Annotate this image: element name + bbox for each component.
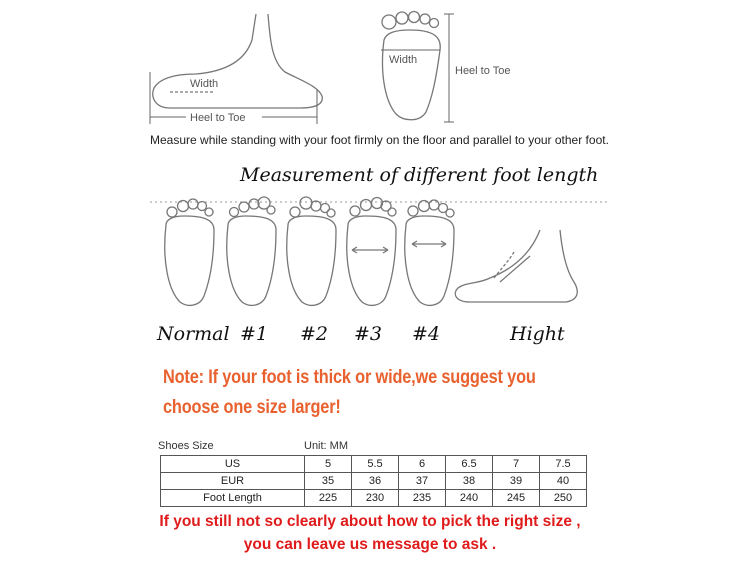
table-cell: 40 [540,473,587,490]
table-cell: 38 [446,473,493,490]
table-row [161,473,587,490]
table-cell: 5.5 [352,456,399,473]
table-cell: 35 [305,473,352,490]
foot-type-label-high: Hight [510,323,565,345]
row-header-foot-length: Foot Length [161,490,305,507]
top-width-label: Width [389,54,418,66]
foot-type-label-3: #3 [354,323,383,345]
table-cell: 240 [446,490,493,507]
table-cell: 5 [305,456,352,473]
foot-type-2-icon [287,197,336,305]
side-foot-illustration [153,14,323,108]
table-cell: 245 [493,490,540,507]
foot-length-heading: Measurement of different foot length [240,164,599,186]
size-table-caption: Shoes Size [158,440,214,452]
table-row [161,456,587,473]
size-table [160,455,587,507]
table-cell: 6.5 [446,456,493,473]
measurement-diagram [0,0,740,135]
side-width-label: Width [190,78,219,90]
foot-type-label-2: #2 [300,323,329,345]
help-message-line2: you can leave us message to ask . [243,536,497,553]
table-cell: 225 [305,490,352,507]
table-cell: 235 [399,490,446,507]
table-cell: 250 [540,490,587,507]
foot-high-arch-icon [455,230,577,302]
table-cell: 6 [399,456,446,473]
row-header-eur: EUR [161,473,305,490]
table-cell: 230 [352,490,399,507]
top-heel-label: Heel to Toe [455,65,511,77]
size-note-line1: Note: If your foot is thick or wide,we suggest you [163,367,536,388]
side-heel-label: Heel to Toe [190,112,246,124]
foot-type-1-icon [227,197,276,305]
foot-type-label-4: #4 [412,323,441,345]
foot-type-3-icon [347,198,396,306]
foot-type-label-1: #1 [240,323,269,345]
help-message-line1: If you still not so clearly about how to pick the right size , [159,513,581,530]
foot-normal-icon [165,199,214,305]
size-table-unit: Unit: MM [304,440,348,452]
table-cell: 37 [399,473,446,490]
table-cell: 7.5 [540,456,587,473]
table-row [161,490,587,507]
size-note-line2: choose one size larger! [163,397,341,418]
table-cell: 39 [493,473,540,490]
foot-types-illustration [0,190,740,320]
foot-type-label-normal: Normal [157,323,230,345]
row-header-us: US [161,456,305,473]
table-cell: 7 [493,456,540,473]
measure-instruction: Measure while standing with your foot firmly on the floor and parallel to your other foot. [150,133,609,147]
table-cell: 36 [352,473,399,490]
foot-type-4-icon [405,200,454,305]
